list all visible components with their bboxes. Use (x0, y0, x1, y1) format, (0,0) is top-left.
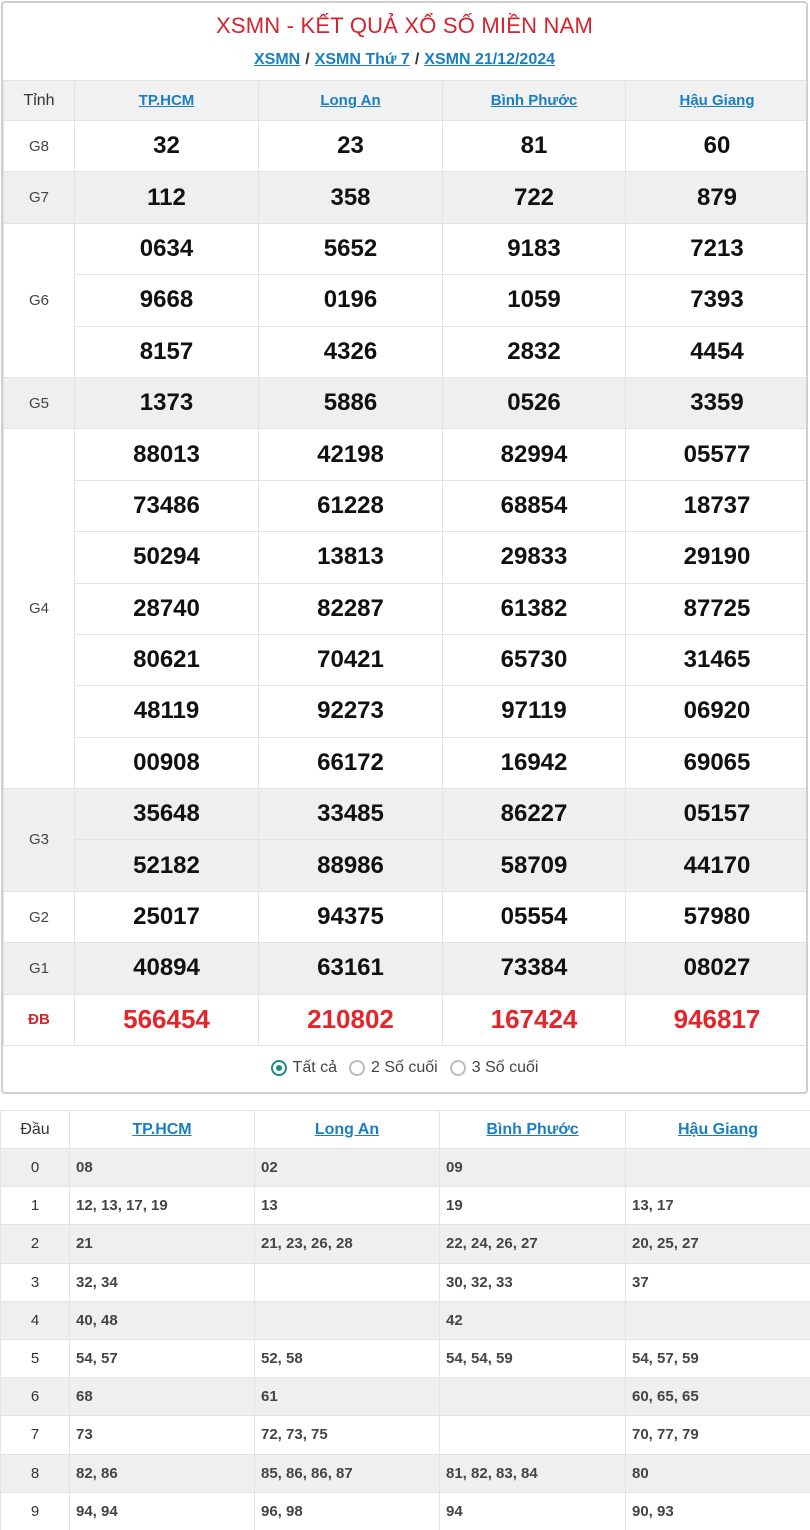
loto-row (1, 1492, 810, 1530)
special-prize-number: 946817 (626, 994, 809, 1045)
province-header (443, 81, 626, 121)
special-prize-number: 167424 (443, 994, 626, 1045)
loto-province-link[interactable]: Bình Phước (486, 1120, 579, 1138)
prize-number: 42198 (259, 429, 443, 480)
loto-row (1, 1454, 810, 1492)
filter-option-label: Tất cả (292, 1059, 338, 1076)
prize-number: 31465 (626, 634, 809, 685)
prize-number: 722 (443, 172, 626, 223)
loto-values: 12, 13, 17, 19 (70, 1187, 255, 1225)
province-link[interactable]: Long An (320, 92, 381, 109)
loto-table (0, 1110, 810, 1530)
prize-row (4, 429, 809, 480)
prize-row (4, 891, 809, 942)
loto-values: 13, 17 (626, 1187, 810, 1225)
special-prize-number: 566454 (75, 994, 259, 1045)
loto-values: 13 (255, 1187, 440, 1225)
prize-number: 92273 (259, 686, 443, 737)
loto-province-header (255, 1111, 440, 1149)
dau-digit: 8 (1, 1454, 70, 1492)
loto-values: 02 (255, 1149, 440, 1187)
dau-digit: 6 (1, 1378, 70, 1416)
province-column-label: Tỉnh (4, 81, 75, 121)
prize-number: 25017 (75, 891, 259, 942)
loto-province-link[interactable]: Long An (314, 1120, 380, 1138)
loto-values: 52, 58 (255, 1339, 440, 1377)
prize-number: 33485 (259, 789, 443, 840)
loto-row (1, 1301, 810, 1339)
filter-option[interactable] (271, 1059, 337, 1077)
dau-digit: 7 (1, 1416, 70, 1454)
loto-values (440, 1378, 626, 1416)
prize-number: 358 (259, 172, 443, 223)
loto-row (1, 1225, 810, 1263)
results-header-row (4, 81, 809, 121)
prize-number: 28740 (75, 583, 259, 634)
prize-number: 57980 (626, 891, 809, 942)
prize-number: 94375 (259, 891, 443, 942)
prize-number: 61382 (443, 583, 626, 634)
loto-values: 81, 82, 83, 84 (440, 1454, 626, 1492)
prize-number: 81 (443, 121, 626, 172)
prize-number: 88013 (75, 429, 259, 480)
prize-number: 7393 (626, 275, 809, 326)
prize-number: 87725 (626, 583, 809, 634)
loto-values (255, 1301, 440, 1339)
prize-label: G1 (4, 943, 75, 994)
dau-digit: 5 (1, 1339, 70, 1377)
prize-row (4, 172, 809, 223)
filter-option[interactable] (349, 1059, 438, 1077)
special-prize-number: 210802 (259, 994, 443, 1045)
loto-values: 37 (626, 1263, 810, 1301)
loto-row (1, 1416, 810, 1454)
loto-values: 54, 54, 59 (440, 1339, 626, 1377)
prize-number: 58709 (443, 840, 626, 891)
loto-values: 90, 93 (626, 1492, 810, 1530)
prize-number: 82994 (443, 429, 626, 480)
loto-row (1, 1339, 810, 1377)
prize-number: 9668 (75, 275, 259, 326)
prize-row (4, 686, 809, 737)
prize-number: 66172 (259, 737, 443, 788)
prize-number: 05157 (626, 789, 809, 840)
breadcrumb-link-date[interactable]: XSMN 21/12/2024 (424, 51, 556, 68)
prize-number: 63161 (259, 943, 443, 994)
loto-province-link[interactable]: TP.HCM (132, 1120, 192, 1138)
prize-row (4, 223, 809, 274)
prize-number: 73384 (443, 943, 626, 994)
prize-number: 0634 (75, 223, 259, 274)
dau-column-label: Đầu (1, 1111, 70, 1149)
prize-number: 97119 (443, 686, 626, 737)
results-table (3, 80, 808, 1046)
prize-number: 32 (75, 121, 259, 172)
prize-number: 16942 (443, 737, 626, 788)
prize-number: 23 (259, 121, 443, 172)
prize-number: 1373 (75, 377, 259, 428)
loto-values: 54, 57, 59 (626, 1339, 810, 1377)
prize-number: 88986 (259, 840, 443, 891)
dau-digit: 0 (1, 1149, 70, 1187)
prize-number: 5886 (259, 377, 443, 428)
prize-number: 18737 (626, 480, 809, 531)
province-link[interactable]: Hậu Giang (679, 92, 755, 109)
loto-values: 94 (440, 1492, 626, 1530)
loto-values: 40, 48 (70, 1301, 255, 1339)
breadcrumb-link-xsmn-thu7[interactable]: XSMN Thứ 7 (314, 51, 410, 68)
loto-values: 70, 77, 79 (626, 1416, 810, 1454)
prize-row (4, 480, 809, 531)
breadcrumb-link-xsmn[interactable]: XSMN (253, 51, 301, 68)
loto-values: 82, 86 (70, 1454, 255, 1492)
filter-option-label: 3 Số cuối (471, 1059, 539, 1076)
prize-number: 5652 (259, 223, 443, 274)
dau-digit: 4 (1, 1301, 70, 1339)
province-link[interactable]: Bình Phước (490, 92, 578, 109)
loto-values: 85, 86, 86, 87 (255, 1454, 440, 1492)
page-title: XSMN - KẾT QUẢ XỔ SỐ MIỀN NAM (216, 13, 593, 38)
loto-values: 42 (440, 1301, 626, 1339)
prize-label: G7 (4, 172, 75, 223)
prize-number: 73486 (75, 480, 259, 531)
prize-row (4, 583, 809, 634)
dau-digit: 1 (1, 1187, 70, 1225)
prize-number: 65730 (443, 634, 626, 685)
loto-values: 61 (255, 1378, 440, 1416)
breadcrumb-separator: / (305, 51, 310, 68)
prize-number: 7213 (626, 223, 809, 274)
loto-values (440, 1416, 626, 1454)
prize-number: 82287 (259, 583, 443, 634)
prize-label: ĐB (4, 994, 75, 1045)
loto-values: 30, 32, 33 (440, 1263, 626, 1301)
loto-values: 22, 24, 26, 27 (440, 1225, 626, 1263)
results-card (1, 1, 808, 1094)
prize-label: G4 (4, 429, 75, 789)
dau-digit: 9 (1, 1492, 70, 1530)
loto-values (255, 1263, 440, 1301)
prize-row (4, 377, 809, 428)
prize-number: 68854 (443, 480, 626, 531)
prize-number: 50294 (75, 532, 259, 583)
loto-values (626, 1301, 810, 1339)
prize-number: 9183 (443, 223, 626, 274)
province-link[interactable]: TP.HCM (138, 92, 195, 109)
prize-number: 06920 (626, 686, 809, 737)
prize-number: 80621 (75, 634, 259, 685)
prize-label: G6 (4, 223, 75, 377)
loto-values: 73 (70, 1416, 255, 1454)
loto-values: 09 (440, 1149, 626, 1187)
loto-values: 54, 57 (70, 1339, 255, 1377)
province-header (626, 81, 809, 121)
breadcrumb (3, 51, 806, 69)
prize-row (4, 532, 809, 583)
loto-values: 08 (70, 1149, 255, 1187)
prize-number: 86227 (443, 789, 626, 840)
prize-number: 8157 (75, 326, 259, 377)
prize-label: G3 (4, 789, 75, 892)
filter-option-label: 2 Số cuối (371, 1059, 438, 1076)
loto-values: 32, 34 (70, 1263, 255, 1301)
prize-row (4, 994, 809, 1045)
loto-values: 94, 94 (70, 1492, 255, 1530)
radio-icon[interactable] (450, 1060, 466, 1076)
prize-number: 69065 (626, 737, 809, 788)
breadcrumb-separator: / (414, 51, 420, 68)
loto-header-row (1, 1111, 810, 1149)
province-header (75, 81, 259, 121)
prize-number: 52182 (75, 840, 259, 891)
prize-number: 3359 (626, 377, 809, 428)
loto-row (1, 1187, 810, 1225)
radio-icon[interactable] (271, 1060, 287, 1076)
prize-number: 60 (626, 121, 809, 172)
prize-number: 05577 (626, 429, 809, 480)
loto-values: 60, 65, 65 (626, 1378, 810, 1416)
prize-number: 05554 (443, 891, 626, 942)
prize-number: 0196 (259, 275, 443, 326)
prize-label: G8 (4, 121, 75, 172)
loto-province-header (626, 1111, 810, 1149)
loto-values: 96, 98 (255, 1492, 440, 1530)
loto-values: 21 (70, 1225, 255, 1263)
prize-label: G2 (4, 891, 75, 942)
loto-province-header (70, 1111, 255, 1149)
loto-values: 80 (626, 1454, 810, 1492)
prize-row (4, 943, 809, 994)
loto-values (626, 1149, 810, 1187)
loto-values: 20, 25, 27 (626, 1225, 810, 1263)
prize-number: 08027 (626, 943, 809, 994)
prize-number: 13813 (259, 532, 443, 583)
prize-row (4, 634, 809, 685)
prize-number: 29833 (443, 532, 626, 583)
loto-province-link[interactable]: Hậu Giang (677, 1120, 758, 1138)
loto-row (1, 1149, 810, 1187)
loto-values: 19 (440, 1187, 626, 1225)
prize-number: 1059 (443, 275, 626, 326)
loto-province-header (440, 1111, 626, 1149)
prize-number: 00908 (75, 737, 259, 788)
prize-number: 0526 (443, 377, 626, 428)
loto-values: 68 (70, 1378, 255, 1416)
prize-number: 48119 (75, 686, 259, 737)
prize-row (4, 840, 809, 891)
prize-row (4, 121, 809, 172)
loto-values: 72, 73, 75 (255, 1416, 440, 1454)
prize-number: 29190 (626, 532, 809, 583)
prize-row (4, 275, 809, 326)
loto-values: 21, 23, 26, 28 (255, 1225, 440, 1263)
prize-row (4, 789, 809, 840)
province-header (259, 81, 443, 121)
prize-row (4, 737, 809, 788)
prize-number: 61228 (259, 480, 443, 531)
prize-number: 4326 (259, 326, 443, 377)
prize-label: G5 (4, 377, 75, 428)
digit-filter (3, 1059, 806, 1081)
dau-digit: 2 (1, 1225, 70, 1263)
prize-number: 112 (75, 172, 259, 223)
filter-option[interactable] (450, 1059, 539, 1077)
prize-number: 4454 (626, 326, 809, 377)
prize-number: 2832 (443, 326, 626, 377)
prize-number: 70421 (259, 634, 443, 685)
prize-number: 879 (626, 172, 809, 223)
prize-row (4, 326, 809, 377)
loto-row (1, 1263, 810, 1301)
prize-number: 40894 (75, 943, 259, 994)
prize-number: 35648 (75, 789, 259, 840)
prize-number: 44170 (626, 840, 809, 891)
radio-icon[interactable] (349, 1060, 365, 1076)
dau-digit: 3 (1, 1263, 70, 1301)
loto-row (1, 1378, 810, 1416)
